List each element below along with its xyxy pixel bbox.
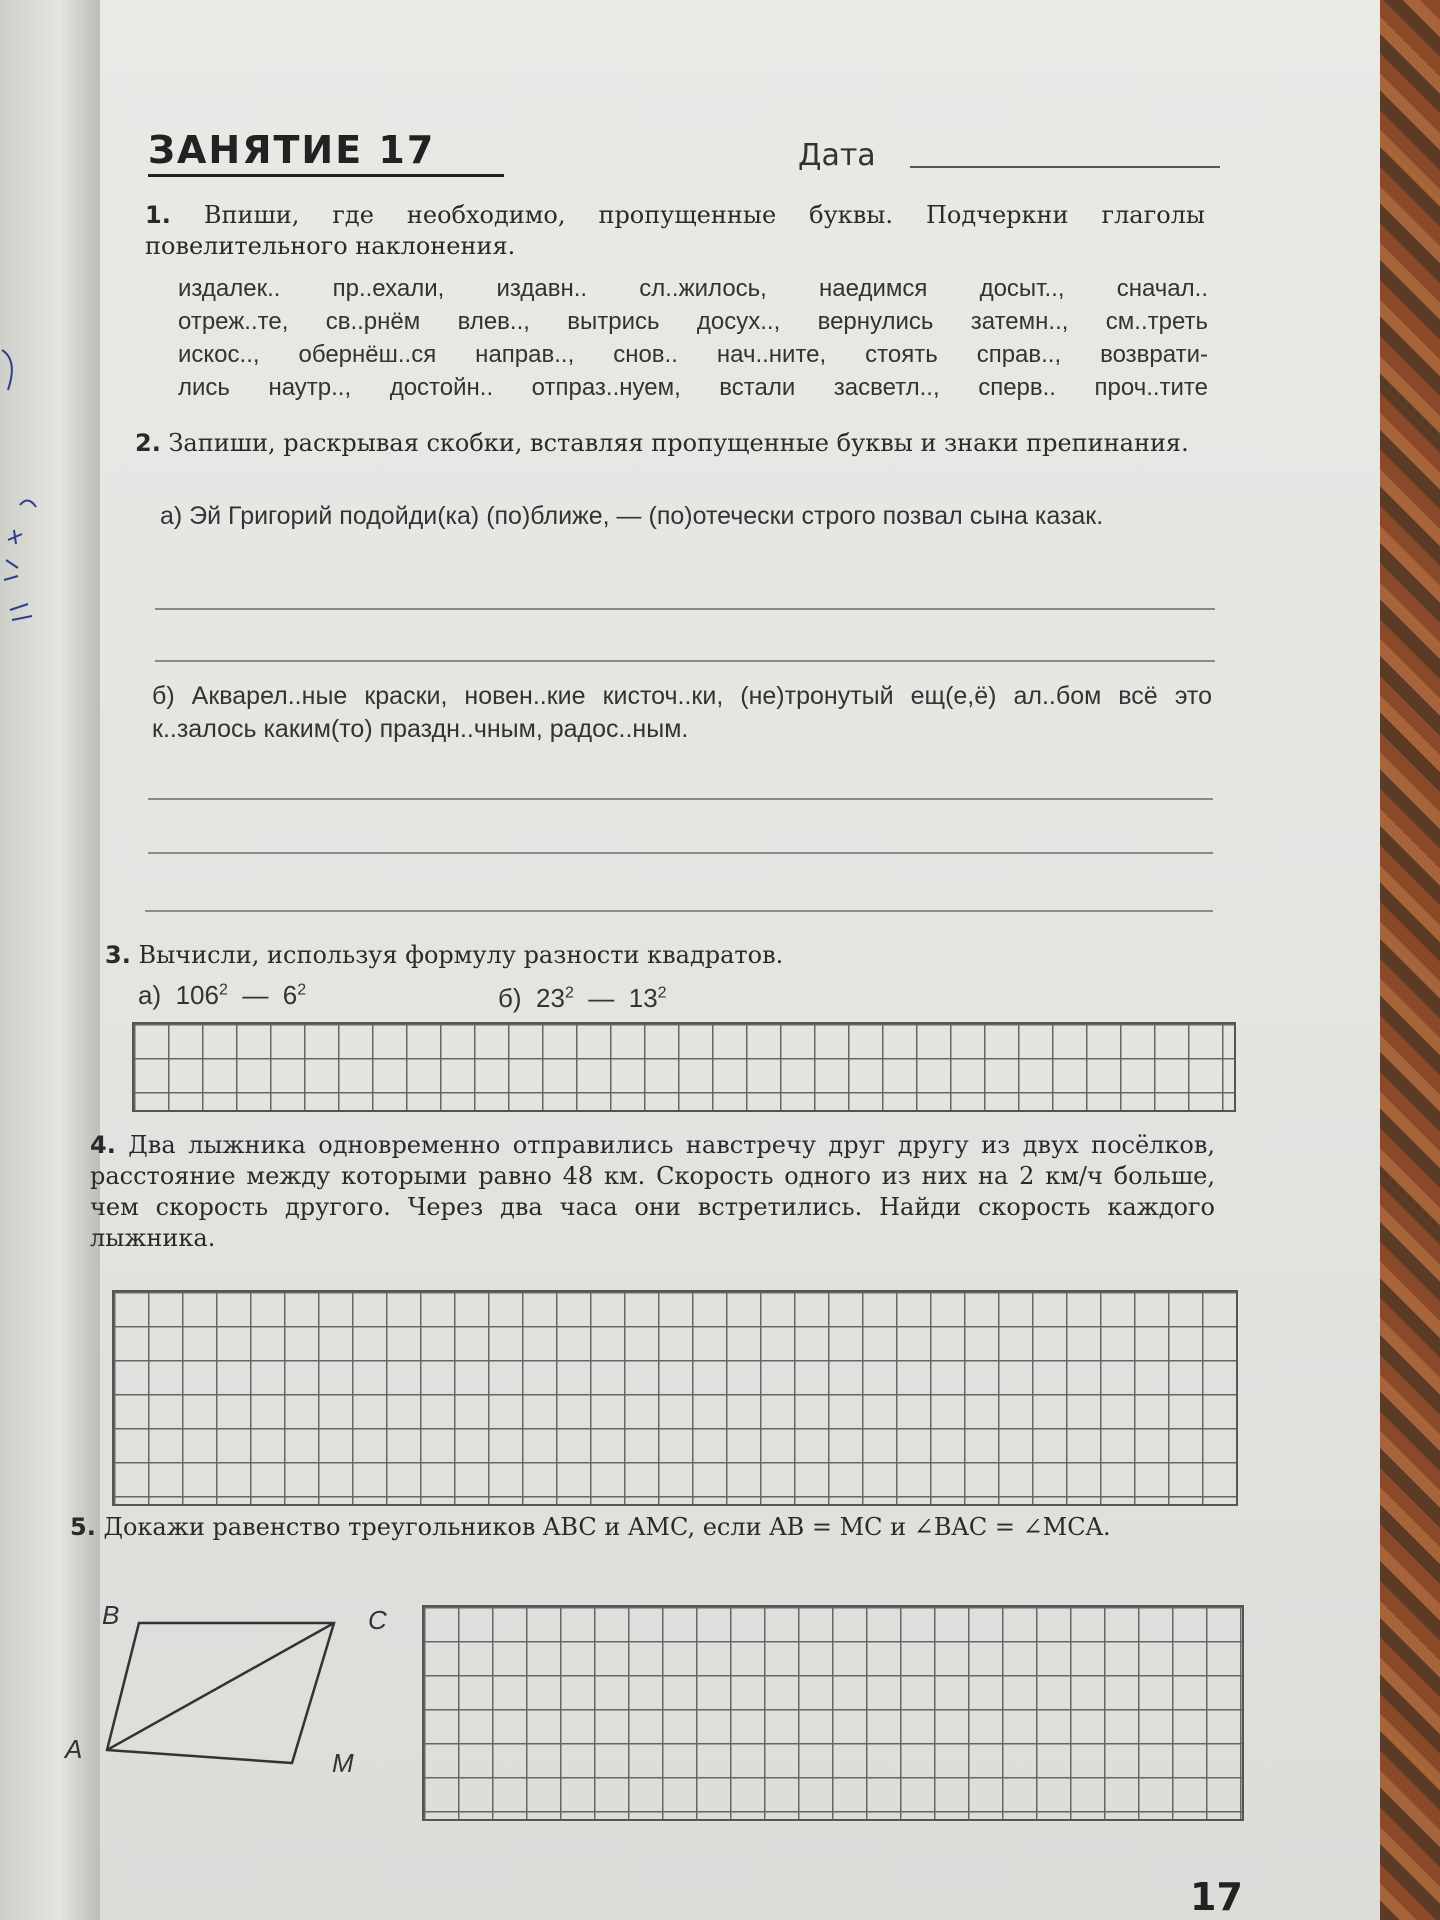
workbook-page [65, 0, 1380, 1920]
task-3a-label: а) [138, 980, 162, 1010]
vertex-label-b: B [102, 1600, 120, 1630]
task-3a-base1: 106 [175, 980, 219, 1010]
task-1-number: 1. [145, 201, 171, 229]
pen-marks [0, 280, 100, 680]
write-line [155, 608, 1215, 610]
exponent: 2 [218, 981, 228, 999]
task-2-instruction [135, 428, 1210, 459]
exponent: 2 [657, 984, 667, 1002]
task-5-answer-grid[interactable] [422, 1605, 1244, 1821]
task-2-number: 2. [135, 429, 161, 457]
task-3a-expression [138, 980, 306, 1011]
write-line [145, 910, 1213, 912]
task-4-text: Два лыжника одновременно отправились навстречу друг другу из двух посёлков, расстояние между которыми равно 48 км. Скорость одного из них на 2 км/ч больше, чем скорость другого. Через два часа они встретились. Найди скорость каждого лыжника. [90, 1131, 1215, 1252]
exponent: 2 [564, 984, 574, 1002]
task-2-text: Запиши, раскрывая скобки, вставляя пропущенные буквы и знаки препинания. [168, 429, 1189, 457]
word-line-3: искос.., обернёш..ся направ.., снов.. нач..ните, стоять справ.., возврати- [178, 341, 1208, 368]
task-4-instruction [90, 1130, 1215, 1254]
task-5-number: 5. [70, 1513, 96, 1541]
minus-sign: — [242, 980, 269, 1010]
task-3-answer-grid[interactable] [132, 1022, 1236, 1112]
task-3-number: 3. [105, 941, 131, 969]
word-line-1: издалек.. пр..ехали, издавн.. сл..жилось, наедимся досыт.., сначал.. [178, 275, 1208, 302]
write-line [155, 660, 1215, 662]
task-5-instruction [70, 1512, 1215, 1543]
task-3b-base1: 23 [536, 983, 565, 1013]
vertex-label-c: C [368, 1605, 387, 1635]
task-3b-label: б) [498, 983, 522, 1013]
task-3-text: Вычисли, используя формулу разности квадратов. [138, 941, 784, 969]
task-1-words [178, 272, 1208, 404]
task-3b-base2: 13 [628, 983, 658, 1013]
task-2a-sentence: а) Эй Григорий подойди(ка) (по)ближе, — (по)отечески строго позвал сына казак. [160, 502, 1104, 530]
date-label: Дата [798, 138, 876, 173]
task-3a-base2: 6 [282, 980, 298, 1010]
diagonal-ac [107, 1623, 334, 1750]
write-line [148, 852, 1213, 854]
title-underline [148, 174, 504, 177]
parallelogram-shape [107, 1623, 334, 1763]
vertex-label-a: A [65, 1734, 83, 1764]
page-number: 17 [1190, 1875, 1243, 1919]
task-5-text: Докажи равенство треугольников ABC и AMC, если AB = MC и ∠BAC = ∠MCA. [103, 1513, 1111, 1541]
task-4-answer-grid[interactable] [112, 1290, 1238, 1506]
task-3-instruction [105, 940, 1105, 971]
date-line [910, 166, 1220, 168]
word-line-4: лись наутр.., достойн.. отпраз..нуем, встали засветл.., сперв.. проч..тите [178, 374, 1208, 401]
write-line [148, 798, 1213, 800]
task-4-number: 4. [90, 1131, 116, 1159]
word-line-2: отреж..те, св..рнём влев.., вытрись досух.., вернулись затемн.., см..треть [178, 308, 1208, 335]
task-2b-sentence: б) Акварел..ные краски, новен..кие кисточ..ки, (не)тронутый ещ(е,ё) ал..бом всё это к..залось каким(то) праздн..чным, радос..ным. [152, 682, 1212, 743]
vertex-label-m: M [332, 1748, 354, 1778]
exponent: 2 [297, 981, 307, 999]
minus-sign: — [588, 983, 615, 1013]
task-1-text: Впиши, где необходимо, пропущенные буквы. Подчеркни глаголы повелительного наклонения. [145, 201, 1205, 260]
task-1-instruction [145, 200, 1205, 262]
task-3b-expression [498, 983, 667, 1014]
lesson-title: ЗАНЯТИЕ 17 [148, 128, 436, 172]
